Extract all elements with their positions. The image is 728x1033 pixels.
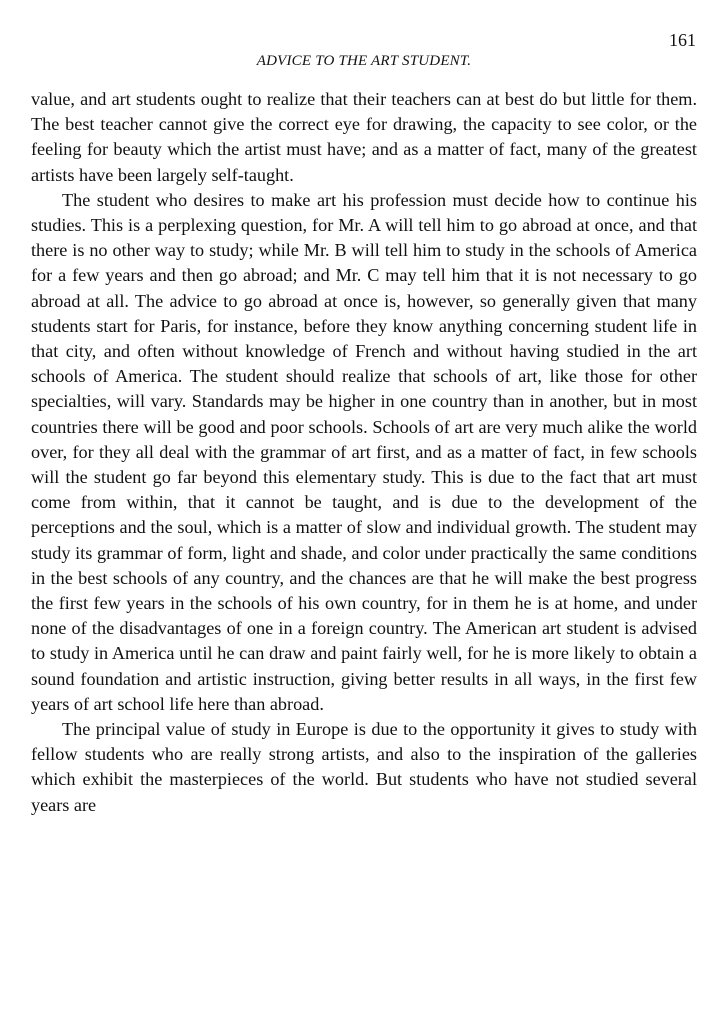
running-head: ADVICE TO THE ART STUDENT. (256, 53, 472, 69)
body-text (31, 87, 697, 818)
page-number: 161 (669, 30, 696, 50)
paragraph-continuation: value, and art students ought to realize that their teachers can at best do but little for them. The best teacher cannot give the correct eye for drawing, the capacity to see color, or the feeling for beauty which the artist must have; and as a matter of fact, many of the greatest artists have been largely self-taught. (31, 89, 697, 185)
paragraph-choosing-studies: The student who desires to make art his profession must decide how to continue his studies. This is a perplexing question, for Mr. A will tell him to go abroad at once, and that there is no other way to study; while Mr. B will tell him to study in the schools of America for a few years and then go abroad; and Mr. C may tell him that it is not necessary to go abroad at all. The advice to go abroad at once is, however, so generally given that many students start for Paris, for instance, before they know anything concerning student life in that city, and often without knowledge of French and without having studied in the art schools of America. The student should realize that schools of art, like those for other specialties, will vary. Standards may be higher in one country than in another, but in most countries there will be good and poor schools. Schools of art are very much alike the world over, for they all deal with the grammar of art first, and as a matter of fact, in few schools will the student go far beyond this elementary study. This is due to the fact that art must come from within, that it cannot be taught, and is due to the development of the perceptions and the soul, which is a matter of slow and individual growth. The student may study its grammar of form, light and shade, and color under practically the same conditions in the best schools of any country, and the chances are that he will make the best progress the first few years in the schools of his own country, for in them he is at home, and under none of the disadvantages of one in a foreign country. The American art student is advised to study in America until he can draw and paint fairly well, for he is more likely to obtain a sound foundation and artistic instruction, giving better results in all ways, in the first few years of art school life here than abroad. (31, 189, 697, 714)
paragraph-study-in-europe: The principal value of study in Europe is due to the opportunity it gives to study with fellow students who are really strong artists, and also to the inspiration of the galleries which exhibit the masterpieces of the world. But students who have not studied several years are (31, 719, 697, 815)
